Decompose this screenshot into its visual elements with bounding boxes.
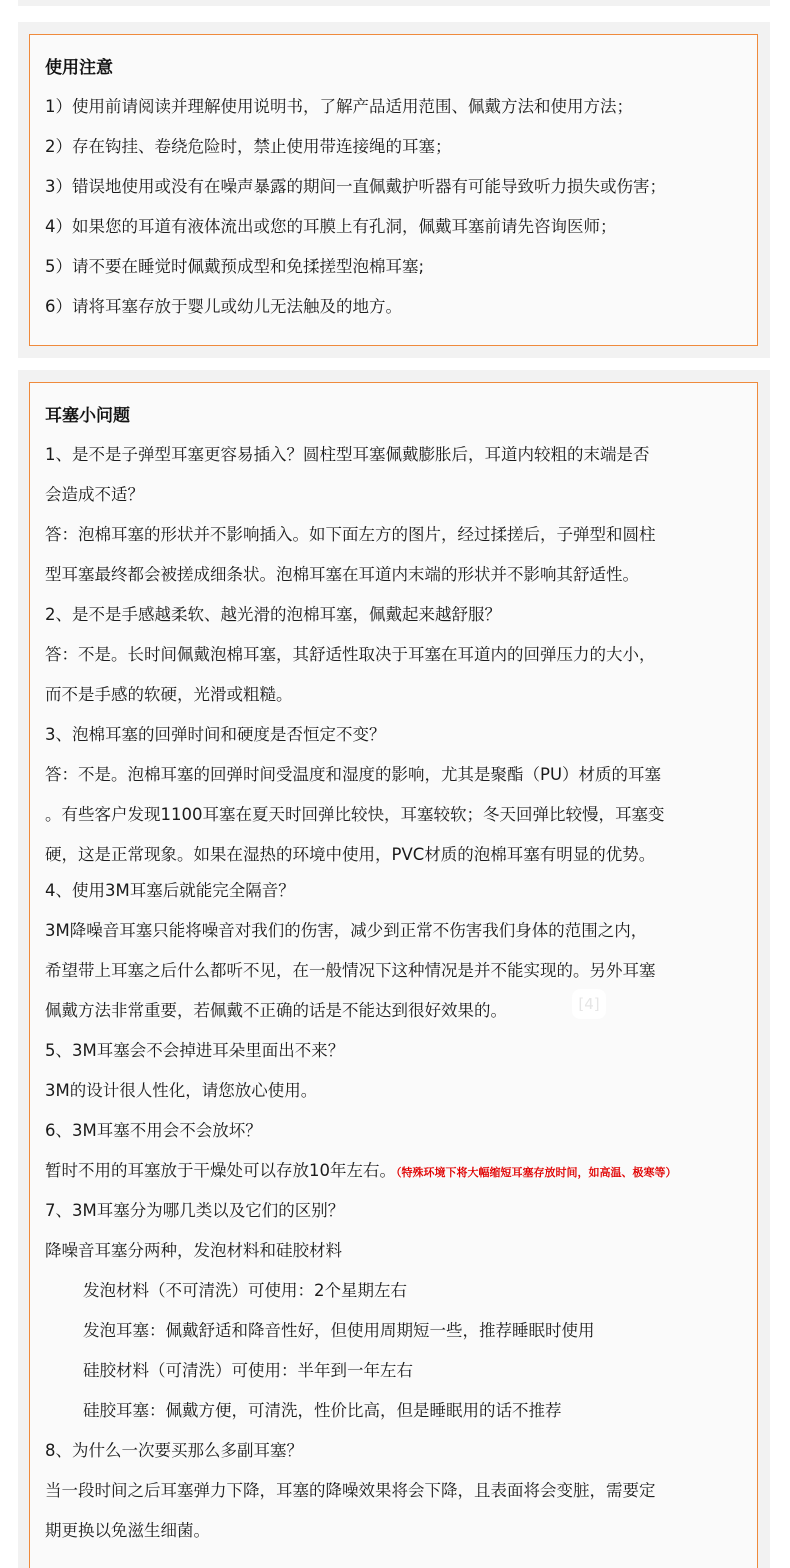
faq-a3-line-1: 答：不是。泡棉耳塞的回弹时间受温度和湿度的影响，尤其是聚酯（PU）材质的耳塞 (45, 765, 662, 784)
faq-a2-line-2: 而不是手感的软硬，光滑或粗糙。 (45, 685, 293, 704)
faq-a4-line-2: 希望带上耳塞之后什么都听不见，在一般情况下这种情况是并不能实现的。另外耳塞 (45, 961, 656, 980)
faq-a1-line-2: 型耳塞最终都会被搓成细条状。泡棉耳塞在耳道内末端的形状并不影响其舒适性。 (45, 565, 639, 584)
faq-a6 (45, 1157, 677, 1181)
usage-note-3: 3）错误地使用或没有在噪声暴露的期间一直佩戴护听器有可能导致听力损失或伤害； (45, 177, 666, 196)
faq-a7-silicone-material: 硅胶材料（可清洗）可使用：半年到一年左右 (83, 1361, 413, 1380)
faq-a4-line-3: 佩戴方法非常重要，若佩戴不正确的话是不能达到很好效果的。 (45, 1001, 507, 1020)
storage-warning-note: （特殊环境下将大幅缩短耳塞存放时间，如高温、极寒等） (396, 1166, 677, 1179)
faq-a3-line-3: 硬，这是正常现象。如果在湿热的环境中使用，PVC材质的泡棉耳塞有明显的优势。 (45, 845, 656, 864)
usage-note-1: 1）使用前请阅读并理解使用说明书，了解产品适用范围、佩戴方法和使用方法； (45, 97, 633, 116)
faq-q6: 6、3M耳塞不用会不会放坏？ (45, 1121, 262, 1140)
faq-a8-line-1: 当一段时间之后耳塞弹力下降，耳塞的降噪效果将会下降，且表面将会变脏，需要定 (45, 1481, 656, 1500)
watermark-badge: [4] (572, 989, 606, 1019)
earplug-faq-panel (18, 370, 770, 1568)
faq-a7-foam-material: 发泡材料（不可清洗）可使用：2个星期左右 (83, 1281, 407, 1300)
earplug-faq-box (29, 382, 758, 1568)
faq-q1-line-1: 1、是不是子弹型耳塞更容易插入？圆柱型耳塞佩戴膨胀后，耳道内较粗的末端是否 (45, 445, 650, 464)
faq-q1-line-2: 会造成不适？ (45, 485, 144, 504)
faq-q7: 7、3M耳塞分为哪几类以及它们的区别？ (45, 1201, 345, 1220)
usage-note-2: 2）存在钩挂、卷绕危险时，禁止使用带连接绳的耳塞； (45, 137, 452, 156)
faq-q3: 3、泡棉耳塞的回弹时间和硬度是否恒定不变？ (45, 725, 386, 744)
faq-a7-foam-earplug: 发泡耳塞：佩戴舒适和降音性好，但使用周期短一些，推荐睡眠时使用 (83, 1321, 595, 1340)
earplug-faq-title: 耳塞小问题 (45, 406, 130, 426)
faq-a6-text: 暂时不用的耳塞放于干燥处可以存放10年左右。 (45, 1161, 396, 1180)
faq-a4-line-1: 3M降噪音耳塞只能将噪音对我们的伤害，减少到正常不伤害我们身体的范围之内， (45, 921, 648, 940)
faq-a7-intro: 降噪音耳塞分两种，发泡材料和硅胶材料 (45, 1241, 342, 1260)
faq-a7-silicone-earplug: 硅胶耳塞：佩戴方便，可清洗，性价比高，但是睡眠用的话不推荐 (83, 1401, 562, 1420)
faq-q8: 8、为什么一次要买那么多副耳塞？ (45, 1441, 303, 1460)
usage-notes-panel (18, 22, 770, 358)
faq-q5: 5、3M耳塞会不会掉进耳朵里面出不来？ (45, 1041, 345, 1060)
usage-notes-box (29, 34, 758, 346)
faq-a2-line-1: 答：不是。长时间佩戴泡棉耳塞，其舒适性取决于耳塞在耳道内的回弹压力的大小， (45, 645, 656, 664)
faq-a8-line-2: 期更换以免滋生细菌。 (45, 1521, 210, 1540)
faq-q4: 4、使用3M耳塞后就能完全隔音？ (45, 881, 295, 900)
usage-note-4: 4）如果您的耳道有液体流出或您的耳膜上有孔洞，佩戴耳塞前请先咨询医师； (45, 217, 617, 236)
faq-a1-line-1: 答：泡棉耳塞的形状并不影响插入。如下面左方的图片，经过揉搓后，子弹型和圆柱 (45, 525, 656, 544)
faq-a3-line-2: 。有些客户发现1100耳塞在夏天时回弹比较快，耳塞较软；冬天回弹比较慢，耳塞变 (45, 805, 665, 824)
usage-note-6: 6）请将耳塞存放于婴儿或幼儿无法触及的地方。 (45, 297, 402, 316)
faq-a5: 3M的设计很人性化，请您放心使用。 (45, 1081, 318, 1100)
usage-note-5: 5）请不要在睡觉时佩戴预成型和免揉搓型泡棉耳塞; (45, 257, 425, 276)
usage-notes-title: 使用注意 (45, 58, 113, 78)
top-divider-strip (18, 0, 770, 6)
faq-q2: 2、是不是手感越柔软、越光滑的泡棉耳塞，佩戴起来越舒服？ (45, 605, 501, 624)
